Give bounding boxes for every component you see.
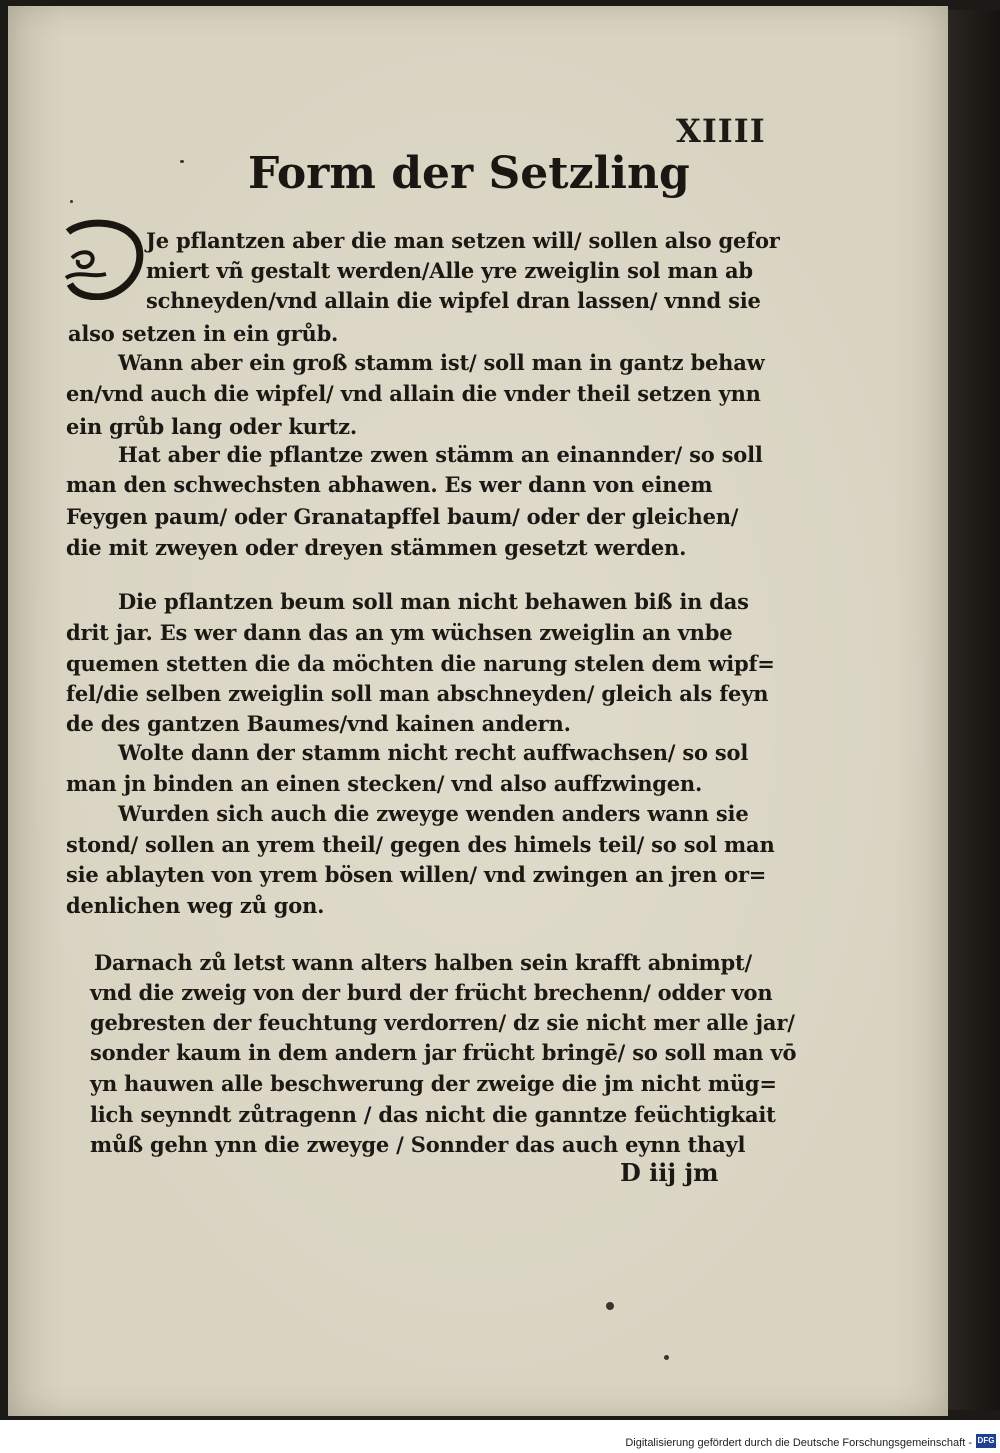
text-line: Wolte dann der stamm nicht recht auffwachsen/ so sol	[118, 740, 749, 765]
text-line: sonder kaum in dem andern jar frücht bringē/ so soll man vō	[90, 1040, 797, 1065]
footer-credit: Digitalisierung gefördert durch die Deutsche Forschungsgemeinschaft -	[625, 1437, 972, 1449]
dfg-logo: DFG	[976, 1434, 996, 1448]
text-line: gebresten der feuchtung verdorren/ dz sie nicht mer alle jar/	[90, 1010, 795, 1035]
text-line: drit jar. Es wer dann das an ym wüchsen zweiglin an vnbe	[66, 620, 733, 645]
text-line: man jn binden an einen stecken/ vnd also auffzwingen.	[66, 771, 703, 796]
folio-number: XIIII	[676, 112, 766, 150]
text-line: denlichen weg zů gon.	[66, 893, 325, 918]
text-line: můß gehn ynn die zweyge / Sonnder das auch eynn thayl	[90, 1132, 746, 1157]
text-line: quemen stetten die da möchten die narung stelen dem wipf=	[66, 651, 775, 676]
paper-speck	[606, 1302, 614, 1310]
text-line: die mit zweyen oder dreyen stämmen gesetzt werden.	[66, 535, 687, 560]
text-line: vnd die zweig von der burd der frücht brechenn/ odder von	[90, 980, 773, 1005]
text-line: Die pflantzen beum soll man nicht behawen biß in das	[118, 589, 749, 614]
text-line: man den schwechsten abhawen. Es wer dann von einem	[66, 472, 713, 497]
signature-catchword: D iij jm	[620, 1158, 719, 1187]
text-line: de des gantzen Baumes/vnd kainen andern.	[66, 711, 571, 736]
text-line: Feygen paum/ oder Granatapffel baum/ oder der gleichen/	[66, 504, 739, 529]
paper-speck	[70, 200, 73, 203]
text-line: Hat aber die pflantze zwen stämm an einannder/ so soll	[118, 442, 763, 467]
text-line: sie ablayten von yrem bösen willen/ vnd zwingen an jren or=	[66, 862, 767, 887]
text-line: schneyden/vnd allain die wipfel dran lassen/ vnnd sie	[146, 288, 761, 313]
text-line: Darnach zů letst wann alters halben sein krafft abnimpt/	[94, 950, 753, 975]
text-line: ein grůb lang oder kurtz.	[66, 414, 358, 439]
text-line: Je pflantzen aber die man setzen will/ sollen also gefor	[146, 228, 780, 253]
text-line: also setzen in ein grůb.	[68, 321, 339, 346]
text-line: Wann aber ein groß stamm ist/ soll man in gantz behaw	[118, 350, 765, 375]
drop-cap-initial	[62, 218, 144, 300]
book-edge	[948, 10, 1000, 1410]
text-line: miert vñ gestalt werden/Alle yre zweiglin sol man ab	[146, 258, 753, 283]
page-title: Form der Setzling	[248, 148, 690, 199]
text-line: yn hauwen alle beschwerung der zweige die jm nicht müg=	[90, 1071, 777, 1096]
paper-speck	[664, 1355, 669, 1360]
text-line: Wurden sich auch die zweyge wenden anders wann sie	[118, 801, 749, 826]
text-line: fel/die selben zweiglin soll man abschneyden/ gleich als feyn	[66, 681, 769, 706]
text-line: en/vnd auch die wipfel/ vnd allain die vnder theil setzen ynn	[66, 381, 761, 406]
paper-speck	[180, 160, 184, 163]
text-line: stond/ sollen an yrem theil/ gegen des himels teil/ so sol man	[66, 832, 775, 857]
text-line: lich seynndt zůtragenn / das nicht die ganntze feüchtigkait	[90, 1102, 776, 1127]
